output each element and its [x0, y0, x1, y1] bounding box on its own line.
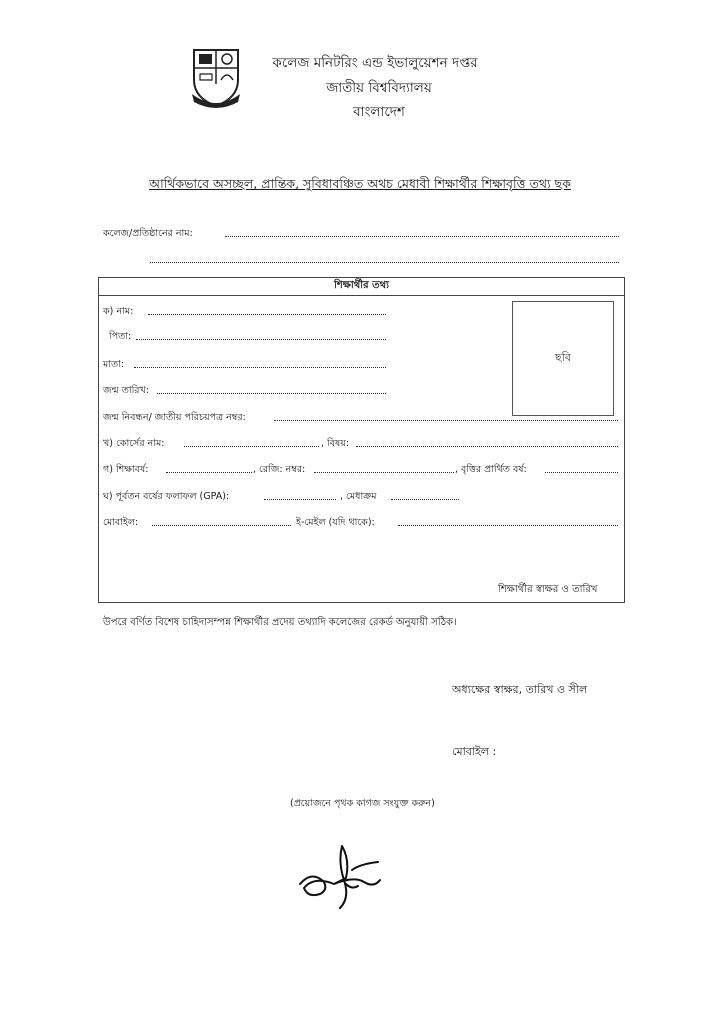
mobile-field[interactable]	[152, 525, 291, 526]
college-name-field-continued[interactable]	[150, 262, 619, 263]
course-label: খ) কোর্সের নাম:	[103, 438, 165, 449]
student-signature-label: শিক্ষার্থীর স্বাক্ষর ও তারিখ	[498, 584, 598, 595]
photo-box[interactable]	[512, 301, 614, 416]
handwritten-signature	[294, 840, 386, 912]
dob-field[interactable]	[157, 393, 386, 394]
college-name-label: কলেজ/প্রতিষ্ঠানের নাম:	[103, 228, 193, 239]
session-label: গ) শিক্ষাবর্ষ:	[103, 464, 149, 475]
principal-mobile-label: মোবাইল :	[452, 745, 497, 758]
nid-label: জন্ম নিবন্ধন/ জাতীয় পরিচয়পত্র নম্বর:	[103, 412, 246, 423]
name-field[interactable]	[148, 314, 386, 315]
scholarship-year-field[interactable]	[545, 472, 618, 473]
photo-label: ছবি	[555, 351, 571, 364]
college-name-field[interactable]	[225, 236, 619, 237]
course-field[interactable]	[184, 446, 319, 447]
subject-field[interactable]	[356, 446, 618, 447]
dob-label: জন্ম তারিখ:	[103, 385, 149, 396]
regno-label: , রেজি: নম্বর:	[253, 464, 306, 475]
mobile-label: মোবাইল:	[103, 517, 139, 528]
scholarship-year-label: , বৃত্তির প্রার্থিত বর্ষ:	[455, 464, 527, 475]
principal-signature-label: অধ্যক্ষের স্বাক্ষর, তারিখ ও সীল	[452, 683, 588, 696]
gpa-field[interactable]	[264, 499, 336, 500]
subject-label: , বিষয়:	[321, 438, 350, 449]
merit-field[interactable]	[391, 499, 459, 500]
header-country: বাংলাদেশ	[353, 104, 405, 120]
header-university: জাতীয় বিশ্ববিদ্যালয়	[326, 80, 432, 96]
gpa-label: ঘ) পূর্বতন বর্ষের ফলাফল (GPA):	[103, 491, 230, 502]
nid-field[interactable]	[274, 420, 618, 421]
name-label: ক) নাম:	[103, 306, 134, 317]
merit-label: , মেধাক্রম	[340, 491, 377, 502]
email-label: ই-মেইল (যদি থাকে):	[296, 517, 375, 528]
father-label: পিতা:	[109, 331, 132, 342]
mother-field[interactable]	[134, 367, 386, 368]
attachment-note: (প্রয়োজনে পৃথক কাগজ সংযুক্ত করুন)	[290, 798, 435, 809]
session-field[interactable]	[166, 472, 252, 473]
university-logo	[188, 44, 244, 110]
student-info-title: শিক্ষার্থীর তথ্য	[98, 277, 625, 296]
certification-text: উপরে বর্ণিত বিশেষ চাহিদাসম্পন্ন শিক্ষার্থীর প্রদেয় তথ্যাদি কলেজের রেকর্ড অনুযায়ী সঠিক।	[103, 617, 457, 628]
email-field[interactable]	[398, 525, 618, 526]
header-department: কলেজ মনিটরিং এন্ড ইভালুয়েশন দপ্তর	[272, 55, 478, 71]
mother-label: মাতা:	[103, 359, 125, 370]
father-field[interactable]	[136, 339, 386, 340]
regno-field[interactable]	[314, 472, 454, 473]
form-title: আর্থিকভাবে অসচ্ছল, প্রান্তিক, সুবিধাবঞ্চিত অথচ মেধাবী শিক্ষার্থীর শিক্ষাবৃত্তি তথ্য ছক	[149, 176, 571, 191]
